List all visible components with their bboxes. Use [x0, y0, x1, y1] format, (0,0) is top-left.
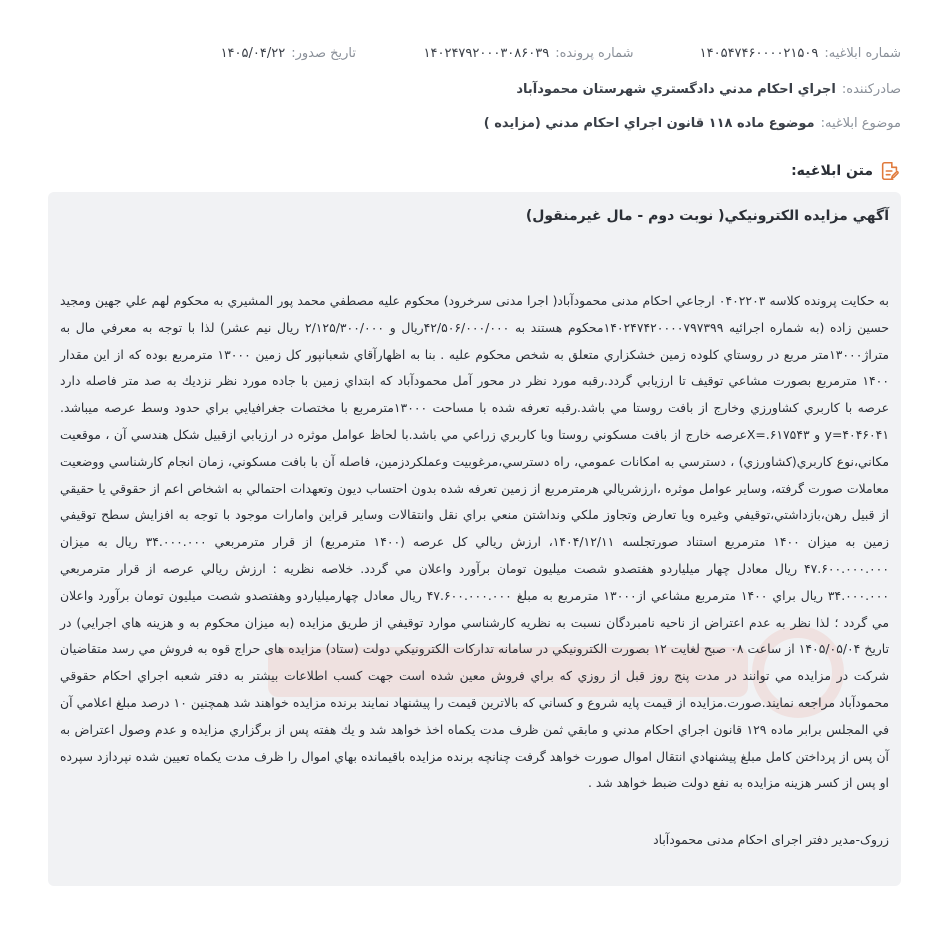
notice-meta-row — [40, 46, 901, 61]
document-edit-icon — [879, 160, 901, 182]
issuer-row — [40, 82, 901, 97]
notice-body: به حكايت پرونده كلاسه ۰۴۰۲۲۰۳ ارجاعي احكام مدنى محمودآباد( اجرا مدنى سرخرود) محكوم عليه مصطفي محمد پور المشيري به محكوم لهم علي جهين ومجيد حسين زاده (به شماره اجرائيه ۱۴۰۲۴۷۴۲۰۰۰۰۷۹۷۳۹۹محكوم هستند به ۴۲/۵۰۶/۰۰۰/۰۰۰ريال و ۲/۱۲۵/۳۰۰/۰۰۰ ريال نيم عشر) لذا با توجه به معرفي مال به متراژ۱۳۰۰۰متر مربع در روستاي كلوده زمين خشكزاري متعلق به شخص محكوم عليه . بنا به اظهارآقاي شعبانپور كل زمين ۱۳۰۰۰ مترمربع بوده كه از اين مقدار ۱۴۰۰ مترمربع بصورت مشاعي توقيف تا ارزيابي گردد.رقبه مورد نظر در محور آمل محمودآباد كه ابتداي زمين با جاده مورد نظر نزديك به صد متر فاصله دارد عرصه با كاربري كشاورزي وخارج از بافت روستا مي باشد.رقبه تعرفه شده با مساحت ۱۳۰۰۰مترمربع با مختصات جغرافيايي براي حدود وسط عرصه ميباشد. ۴۰۴۶۰۴۱=y و ۶۱۷۵۴۳.=Xعرصه خارج از بافت مسكوني روستا وبا كاربري زراعي مي باشد.با لحاظ عوامل موثره در ارزيابي ازقبيل شكل هندسي آن ، موقعيت مكاني،نوع كاربري(كشاورزي) ، دسترسي به امكانات عمومي، راه دسترسي،مرغوبيت وعملكردزمين، فاصله آن با بافت مسكوني، زمان انجام كارشناسي ووضعيت معاملات صورت گرفته، وساير عوامل موثره ،ارزشريالي هرمترمربع از زمين تعرفه شده بدون احتساب ديون وتعهدات احتمالي به اشخاص اعم از حقوقي يا حقيقي از قبيل رهن،بازداشتي،توقيفي وغيره ويا تعارض وتجاوز ملكي ونداشتن منعي براي نقل وانتقالات وساير قراين وامارات موجود با توجه به افزايش سطح توقيفي زمين به ميزان ۱۴۰۰ مترمربع استناد صورتجلسه ۱۴۰۴/۱۲/۱۱، ارزش ريالي كل عرصه (۱۴۰۰ مترمربع) از قرار مترمربعي ۳۴.۰۰۰.۰۰۰ ريال به ميزان ۴۷.۶۰۰.۰۰۰.۰۰۰ ريال معادل چهار ميلياردو هفتصدو شصت ميليون تومان برآورد واعلان مي گردد. خلاصه نظريه : ارزش ريالي عرصه از قرار مترمربعي ۳۴.۰۰۰.۰۰۰ ريال براي ۱۴۰۰ مترمربع مشاعي از۱۳۰۰۰ مترمربع به مبلغ ۴۷.۶۰۰.۰۰۰.۰۰۰ ريال معادل چهارميلياردو وهفتصدو شصت ميليون تومان برآورد واعلان مي گردد ؛ لذا نظر به عدم اعتراض از ناحيه نامبردگان نسبت به نظريه كارشناسي موارد توقيفي از طريق مزايده (به ميزان محكوم به و هزينه هاي اجرايي) در تاريخ ۱۴۰۵/۰۵/۰۴ از ساعت ۰۸ صبح لغايت ۱۲ بصورت الكترونيكي در سامانه تداركات الكترونيكي دولت (ستاد) مزايده هاى حراج قوه به فروش مي رسد متقاضيان شركت در مزايده مي توانند در مدت پنج روز قبل از روزي كه براي فروش معين شده است جهت كسب اطلاعات بيشتر به دفتر شعبه اجراي احكام حقوقي محمودآباد مراجعه نمايند.صورت.مزايده از قيمت پايه شروع و كساني كه بالاترين قيمت را پيشنهاد نمايند برنده مزايده خواهند شد همچنين ۱۰ درصد مبلغ اعلامي آن في المجلس برابر ماده ۱۲۹ قانون اجراي احكام مدني و مابقي ثمن ظرف مدت يكماه اخذ خواهد شد و يك هفته پس از برگزاري مزايده و عدم وصول اعتراض به آن پس از پرداختن كامل مبلغ پيشنهادي انتقال اموال صورت خواهد گرفت چنانچه برنده مزايده باقيمانده بهاي اموال را ظرف مدت يكماه تعيين شده نپردازد سپرده او پس از كسر هزينه مزايده به نفع دولت ضبط خواهد شد . — [60, 293, 890, 791]
issue-date-value: ۱۴۰۵/۰۴/۲۲ — [220, 46, 286, 61]
notice-content-box — [48, 192, 901, 886]
notice-number-value: ۱۴۰۵۴۷۴۶۰۰۰۰۲۱۵۰۹ — [699, 46, 819, 61]
issuer-value: اجراي احكام مدني دادگستري شهرستان محمودآباد — [516, 82, 836, 97]
notice-number-label: شماره ابلاغيه: — [824, 46, 901, 61]
subject-row — [40, 116, 901, 131]
issue-date-label: تاريخ صدور: — [291, 46, 356, 61]
notice-title: آگهي مزايده الكترونيكي( نوبت دوم - مال غيرمنقول) — [525, 208, 889, 224]
issuer-label: صادرکننده: — [841, 82, 901, 97]
case-number-label: شماره پرونده: — [555, 46, 634, 61]
case-number-value: ۱۴۰۲۴۷۹۲۰۰۰۳۰۸۶۰۳۹ — [423, 46, 550, 61]
issue-date — [40, 46, 356, 61]
case-number — [356, 46, 701, 61]
notice-signature: زروک-مدیر دفتر اجرای احکام مدنی محمودآباد — [653, 832, 889, 847]
subject-label: موضوع ابلاغيه: — [820, 116, 901, 131]
subject-value: موضوع ماده ۱۱۸ قانون اجراي احكام مدني (مزايده ) — [483, 116, 815, 131]
notice-text-title: متن ابلاغيه: — [791, 163, 873, 179]
notice-number — [701, 46, 901, 61]
notice-text-heading — [791, 160, 901, 182]
